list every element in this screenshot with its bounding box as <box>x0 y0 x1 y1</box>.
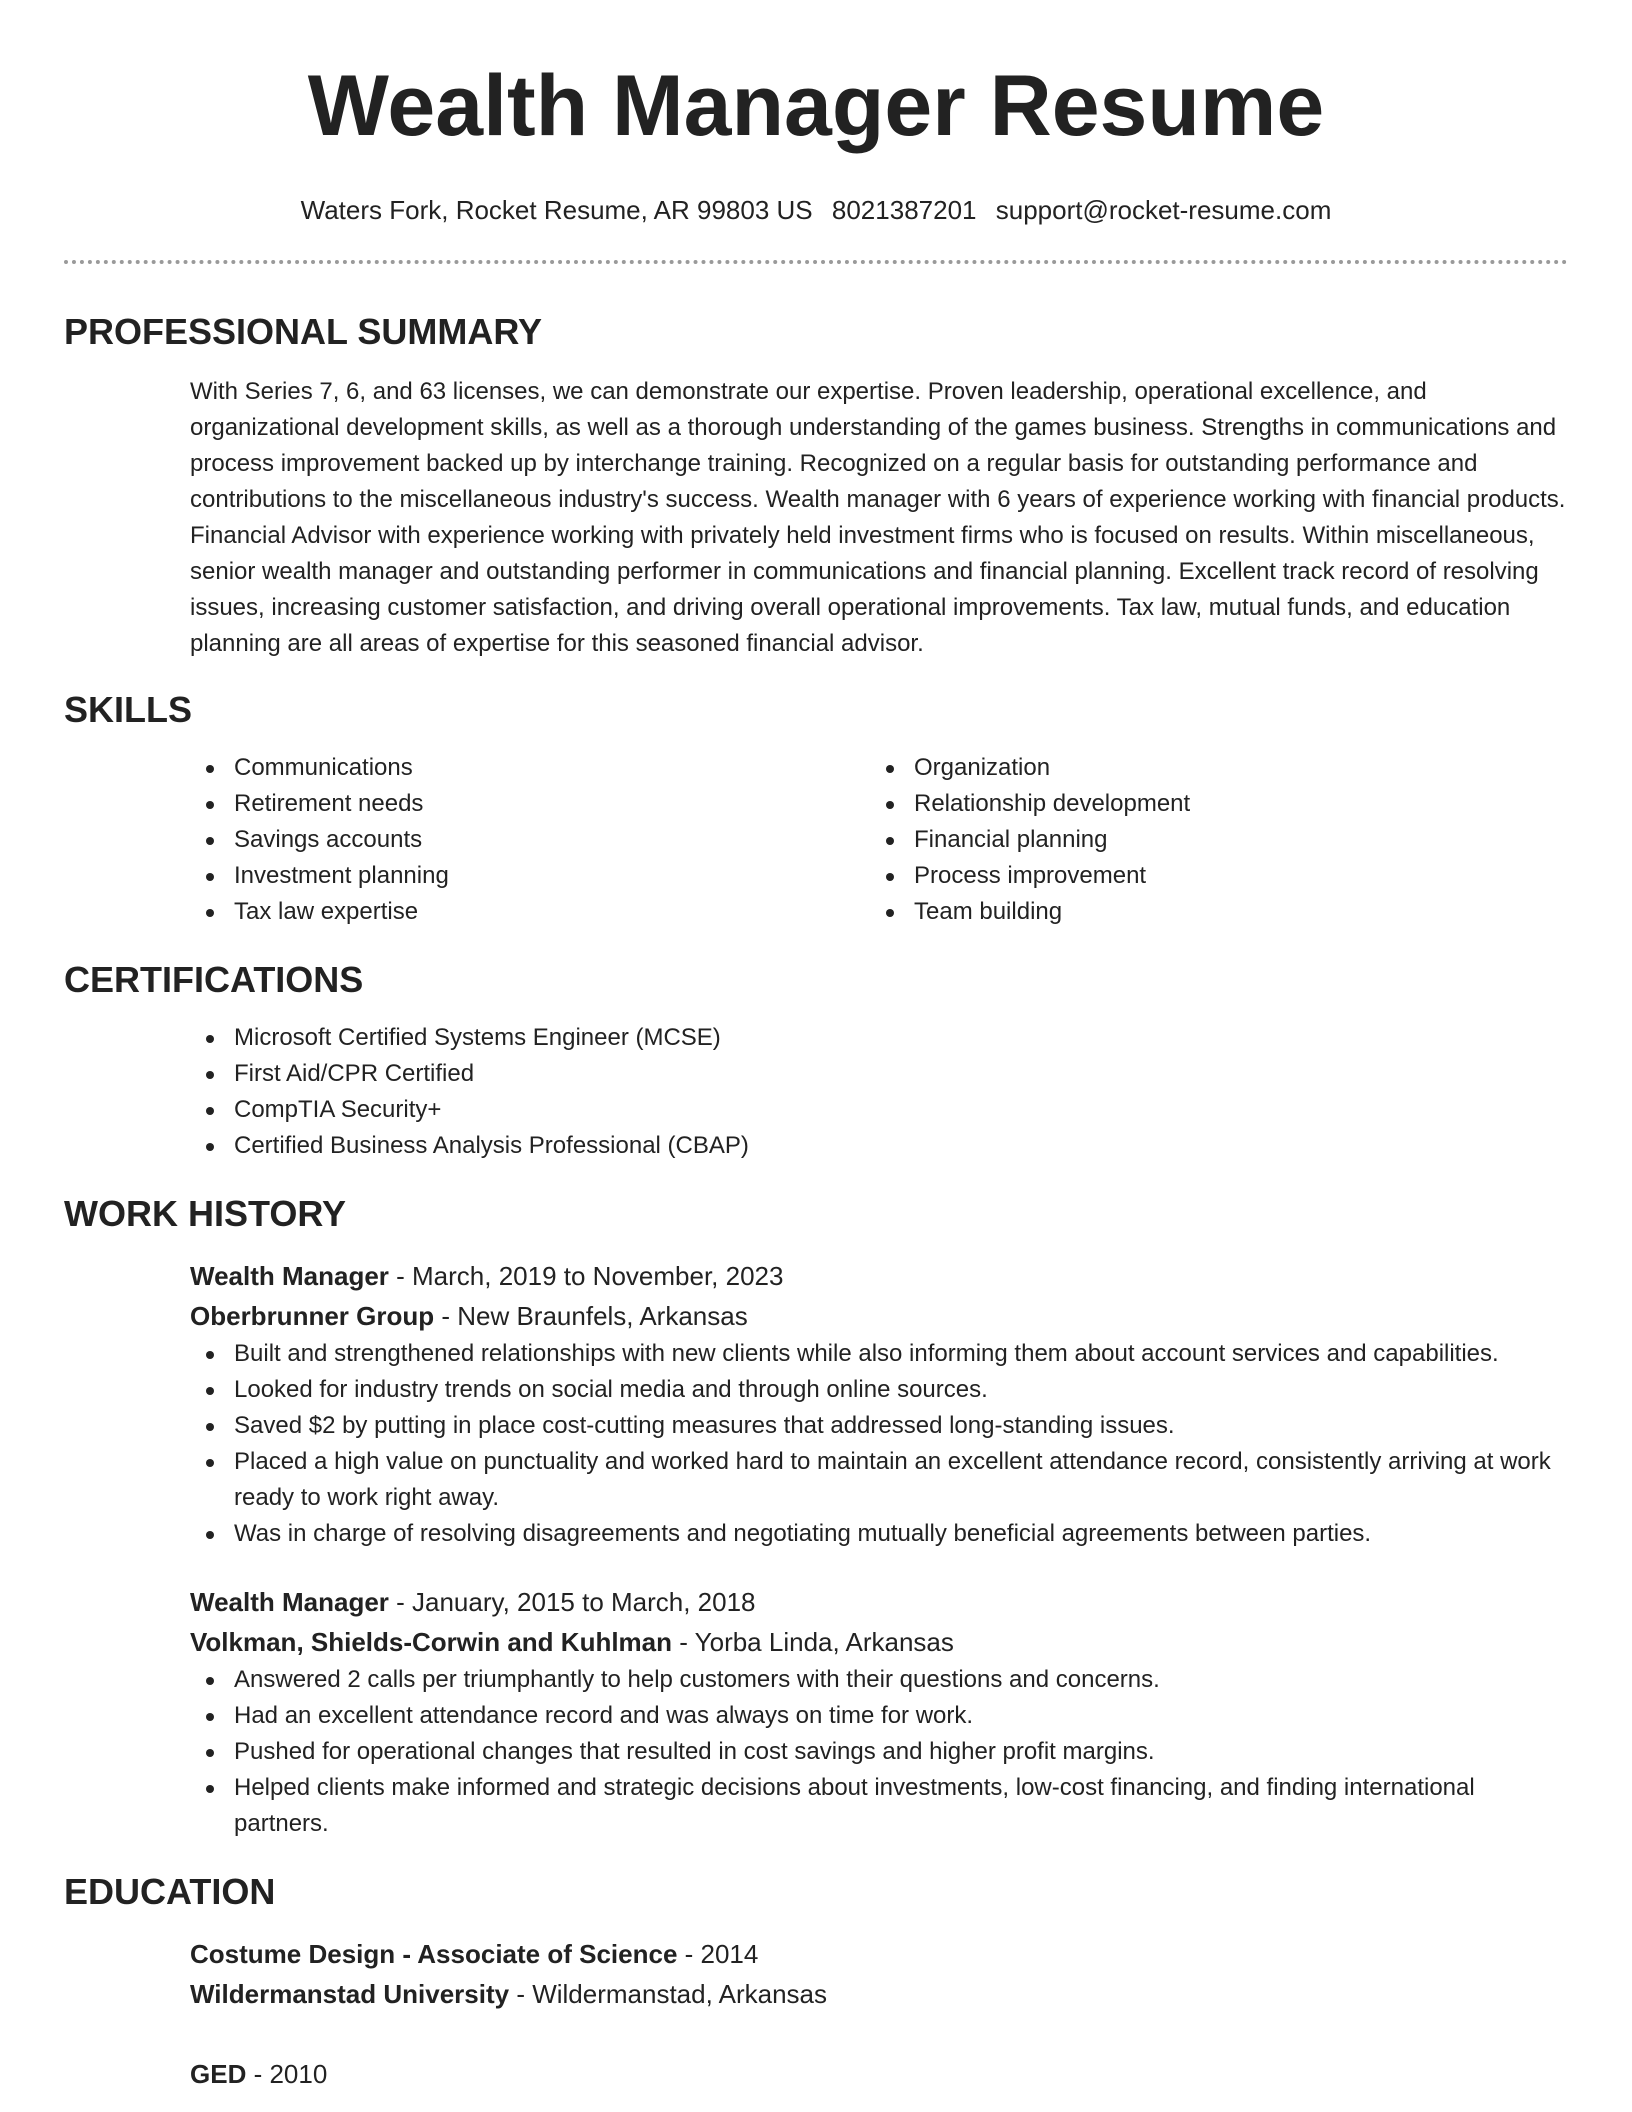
job-duty: Looked for industry trends on social media and through online sources. <box>190 1372 1568 1408</box>
contact-line <box>64 194 1568 226</box>
job-role: Wealth Manager <box>190 1587 389 1617</box>
skill-item: Process improvement <box>870 858 1550 894</box>
education-heading: EDUCATION <box>64 1871 276 1912</box>
skill-item: Relationship development <box>870 786 1550 822</box>
skills-column-right <box>870 750 1550 930</box>
summary-text: With Series 7, 6, and 63 licenses, we can demonstrate our expertise. Proven leadership, operational excellence, and organizational development skills, as well as a thorough understanding of the games business. Strengths in communications and process improvement backed up by interchange training. Recognized on a regular basis for outstanding performance and contributions to the miscellaneous industry's success. Wealth manager with 6 years of experience working with financial products. Financial Advisor with experience working with privately held investment firms who is focused on results. Within miscellaneous, senior wealth manager and outstanding performer in communications and financial planning. Excellent track record of resolving issues, increasing customer satisfaction, and driving overall operational improvements. Tax law, mutual funds, and education planning are all areas of expertise for this seasoned financial advisor. <box>190 378 1566 657</box>
school-line <box>190 1974 1568 2014</box>
work-history-heading: WORK HISTORY <box>64 1193 347 1234</box>
skills-list <box>190 750 1568 930</box>
certifications-heading: CERTIFICATIONS <box>64 959 364 1000</box>
job-duty: Helped clients make informed and strategic decisions about investments, low-cost financing, and finding international partners. <box>190 1770 1568 1842</box>
job-dates: - January, 2015 to March, 2018 <box>388 1587 756 1617</box>
job-entry <box>190 1256 1568 1552</box>
header-divider <box>64 260 1568 264</box>
degree-year: - 2010 <box>246 2059 328 2089</box>
job-duty: Saved $2 by putting in place cost-cutting measures that addressed long-standing issues. <box>190 1408 1568 1444</box>
job-duty: Had an excellent attendance record and was always on time for work. <box>190 1698 1568 1734</box>
job-title-line <box>190 1256 1568 1296</box>
job-entry <box>190 1582 1568 1842</box>
degree: GED <box>190 2059 247 2089</box>
job-duties <box>190 1662 1568 1842</box>
resume-page <box>64 0 1568 2094</box>
job-location: - Yorba Linda, Arkansas <box>672 1627 954 1657</box>
skill-item: Retirement needs <box>190 786 870 822</box>
job-duties <box>190 1336 1568 1552</box>
skill-item: Tax law expertise <box>190 894 870 930</box>
skill-item: Communications <box>190 750 870 786</box>
phone: 8021387201 <box>831 195 977 225</box>
school: Wildermanstad University <box>190 1979 510 2009</box>
degree-line <box>190 1934 1568 1974</box>
job-dates: - March, 2019 to November, 2023 <box>388 1261 784 1291</box>
job-company-line <box>190 1622 1568 1662</box>
job-duty: Pushed for operational changes that resulted in cost savings and higher profit margins. <box>190 1734 1568 1770</box>
certifications-list <box>190 1020 1568 1164</box>
job-company-line <box>190 1296 1568 1336</box>
job-duty: Placed a high value on punctuality and worked hard to maintain an excellent attendance record, consistently arriving at work ready to work right away. <box>190 1444 1568 1516</box>
summary-heading: PROFESSIONAL SUMMARY <box>64 311 543 352</box>
job-company: Oberbrunner Group <box>190 1301 435 1331</box>
job-role: Wealth Manager <box>190 1261 389 1291</box>
skill-item: Team building <box>870 894 1550 930</box>
job-duty: Built and strengthened relationships with new clients while also informing them about account services and capabilities. <box>190 1336 1568 1372</box>
skills-column-left <box>190 750 870 930</box>
address: Waters Fork, Rocket Resume, AR 99803 US <box>300 195 813 225</box>
certification-item: Certified Business Analysis Professional (CBAP) <box>190 1128 1568 1164</box>
school-location: - Wildermanstad, Arkansas <box>509 1979 827 2009</box>
skills-heading: SKILLS <box>64 689 193 730</box>
job-company: Volkman, Shields-Corwin and Kuhlman <box>190 1627 673 1657</box>
education-entry <box>190 2054 1568 2094</box>
skill-item: Organization <box>870 750 1550 786</box>
degree-year: - 2014 <box>677 1939 759 1969</box>
job-duty: Answered 2 calls per triumphantly to help customers with their questions and concerns. <box>190 1662 1568 1698</box>
certification-item: Microsoft Certified Systems Engineer (MCSE) <box>190 1020 1568 1056</box>
resume-title: Wealth Manager Resume <box>307 58 1325 154</box>
skill-item: Investment planning <box>190 858 870 894</box>
skill-item: Savings accounts <box>190 822 870 858</box>
education-entry <box>190 1934 1568 2014</box>
email: support@rocket-resume.com <box>995 195 1332 225</box>
degree: Costume Design - Associate of Science <box>190 1939 678 1969</box>
job-duty: Was in charge of resolving disagreements and negotiating mutually beneficial agreements between parties. <box>190 1516 1568 1552</box>
degree-line <box>190 2054 1568 2094</box>
job-location: - New Braunfels, Arkansas <box>434 1301 748 1331</box>
certification-item: First Aid/CPR Certified <box>190 1056 1568 1092</box>
certification-item: CompTIA Security+ <box>190 1092 1568 1128</box>
skill-item: Financial planning <box>870 822 1550 858</box>
job-title-line <box>190 1582 1568 1622</box>
